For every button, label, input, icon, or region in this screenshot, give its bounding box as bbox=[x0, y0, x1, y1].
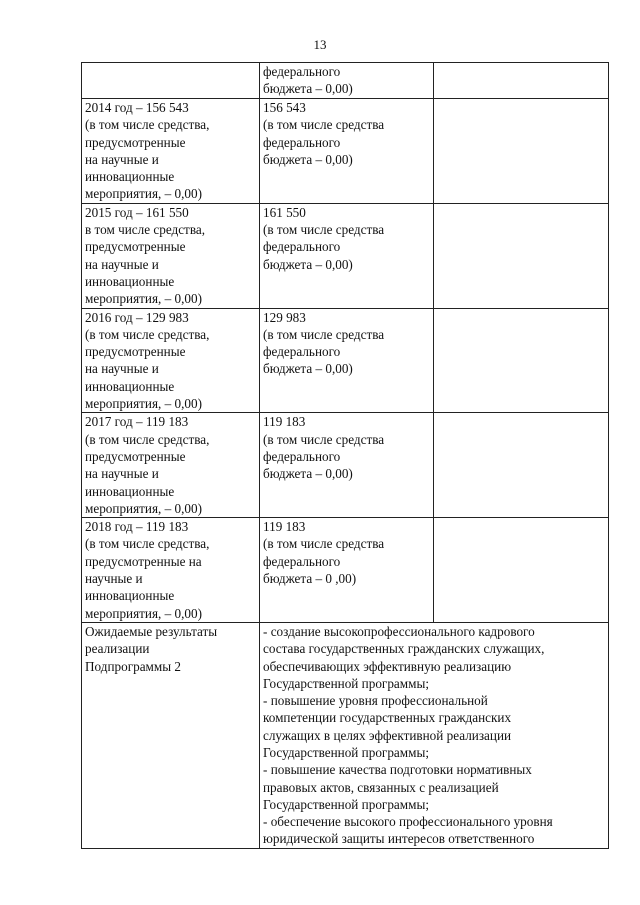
cell-line: бюджета – 0 ,00) bbox=[263, 571, 357, 587]
results-item-line: обеспечивающих эффективную реализацию bbox=[263, 658, 512, 674]
cell-line: на научные и bbox=[85, 151, 159, 167]
cell-line: на научные и bbox=[85, 256, 159, 272]
cell-line: на научные и bbox=[85, 361, 159, 377]
cell-line: 119 183 bbox=[263, 414, 306, 430]
cell-line: бюджета – 0,00) bbox=[263, 256, 353, 272]
cell-line: бюджета – 0,00) bbox=[263, 81, 353, 97]
funding-row bbox=[82, 99, 609, 204]
cell-line: 129 983 bbox=[263, 309, 306, 325]
results-item-line: Государственной программы; bbox=[263, 744, 429, 760]
cell-line: 2016 год – 129 983 bbox=[85, 309, 189, 325]
cell-line: (в том числе средства bbox=[263, 117, 385, 133]
cell-line: бюджета – 0,00) bbox=[263, 151, 353, 167]
results-label-line: Ожидаемые результаты bbox=[85, 623, 218, 639]
cell-line: мероприятия, – 0,00) bbox=[85, 396, 203, 412]
results-content-cell bbox=[260, 622, 609, 848]
year-total-cell bbox=[82, 413, 260, 518]
cell-line: предусмотренные на bbox=[85, 553, 202, 569]
results-label-cell bbox=[82, 622, 260, 848]
cell-line: (в том числе средства, bbox=[85, 536, 210, 552]
year-total-cell bbox=[82, 518, 260, 623]
cell-line: 156 543 bbox=[263, 100, 306, 115]
cell-line: инновационные bbox=[85, 273, 175, 289]
cell-line: федерального bbox=[263, 134, 341, 150]
results-item-line: - повышение качества подготовки нормативных bbox=[263, 762, 532, 778]
cell-line: на научные и bbox=[85, 466, 159, 482]
results-item-line: компетенции государственных гражданских bbox=[263, 710, 512, 726]
results-item-line: правовых актов, связанных с реализацией bbox=[263, 779, 499, 795]
empty-cell bbox=[434, 63, 609, 99]
cell-line: 161 550 bbox=[263, 204, 306, 220]
federal-budget-cell bbox=[260, 308, 434, 413]
cell-line: бюджета – 0,00) bbox=[263, 361, 353, 377]
federal-budget-cell bbox=[260, 413, 434, 518]
cell-line: инновационные bbox=[85, 483, 175, 499]
cell-line: федерального bbox=[263, 553, 341, 569]
cell-line: инновационные bbox=[85, 378, 175, 394]
results-label-line: Подпрограммы 2 bbox=[85, 658, 181, 674]
federal-budget-cell bbox=[260, 518, 434, 623]
cell-line: бюджета – 0,00) bbox=[263, 466, 353, 482]
empty-cell bbox=[434, 518, 609, 623]
cell-line: федерального bbox=[263, 344, 341, 360]
federal-budget-cell bbox=[260, 63, 434, 99]
cell-line: (в том числе средства, bbox=[85, 326, 210, 342]
cell-line: научные и bbox=[85, 571, 143, 587]
cell-line: (в том числе средства, bbox=[85, 117, 210, 133]
cell-line: 2017 год – 119 183 bbox=[85, 414, 189, 430]
cell-line: 119 183 bbox=[263, 519, 306, 535]
cell-line: 2018 год – 119 183 bbox=[85, 519, 189, 535]
funding-row bbox=[82, 413, 609, 518]
page-number: 13 bbox=[313, 37, 327, 52]
empty-cell bbox=[434, 413, 609, 518]
cell-line: предусмотренные bbox=[85, 134, 186, 150]
program-table bbox=[81, 62, 609, 849]
cell-line: федерального bbox=[263, 64, 341, 79]
results-item-line: Государственной программы; bbox=[263, 675, 429, 691]
cell-line: 2014 год – 156 543 bbox=[85, 100, 189, 115]
cell-line: (в том числе средства bbox=[263, 431, 385, 447]
year-total-cell bbox=[82, 203, 260, 308]
program-table-body bbox=[82, 63, 609, 849]
funding-row bbox=[82, 518, 609, 623]
funding-row bbox=[82, 63, 609, 99]
cell-line: мероприятия, – 0,00) bbox=[85, 605, 203, 621]
cell-line: мероприятия, – 0,00) bbox=[85, 291, 203, 307]
cell-line: (в том числе средства bbox=[263, 536, 385, 552]
year-total-cell bbox=[82, 99, 260, 204]
cell-line: (в том числе средства, bbox=[85, 431, 210, 447]
year-total-cell bbox=[82, 308, 260, 413]
cell-line: 2015 год – 161 550 bbox=[85, 204, 189, 220]
results-item-line: состава государственных гражданских служащих, bbox=[263, 641, 545, 657]
cell-line: инновационные bbox=[85, 169, 175, 185]
cell-line: федерального bbox=[263, 239, 341, 255]
cell-line: предусмотренные bbox=[85, 239, 186, 255]
results-row bbox=[82, 622, 609, 848]
results-item-line: - создание высокопрофессионального кадрового bbox=[263, 623, 535, 639]
cell-line: федерального bbox=[263, 448, 341, 464]
cell-line: предусмотренные bbox=[85, 448, 186, 464]
cell-line: инновационные bbox=[85, 588, 175, 604]
federal-budget-cell bbox=[260, 99, 434, 204]
cell-line: (в том числе средства bbox=[263, 222, 385, 238]
results-label-line: реализации bbox=[85, 641, 150, 657]
empty-cell bbox=[434, 308, 609, 413]
cell-line: (в том числе средства bbox=[263, 326, 385, 342]
cell-line: мероприятия, – 0,00) bbox=[85, 500, 203, 516]
funding-row bbox=[82, 308, 609, 413]
empty-cell bbox=[434, 99, 609, 204]
funding-row bbox=[82, 203, 609, 308]
results-item-line: служащих в целях эффективной реализации bbox=[263, 727, 512, 743]
empty-cell bbox=[434, 203, 609, 308]
results-item-line: юридической защиты интересов ответственного bbox=[263, 831, 535, 847]
cell-line: предусмотренные bbox=[85, 344, 186, 360]
results-item-line: Государственной программы; bbox=[263, 796, 429, 812]
year-total-cell bbox=[82, 63, 260, 99]
results-item-line: - обеспечение высокого профессионального уровня bbox=[263, 814, 553, 830]
cell-line: в том числе средства, bbox=[85, 222, 206, 238]
federal-budget-cell bbox=[260, 203, 434, 308]
results-item-line: - повышение уровня профессиональной bbox=[263, 693, 488, 709]
cell-line: мероприятия, – 0,00) bbox=[85, 186, 203, 202]
